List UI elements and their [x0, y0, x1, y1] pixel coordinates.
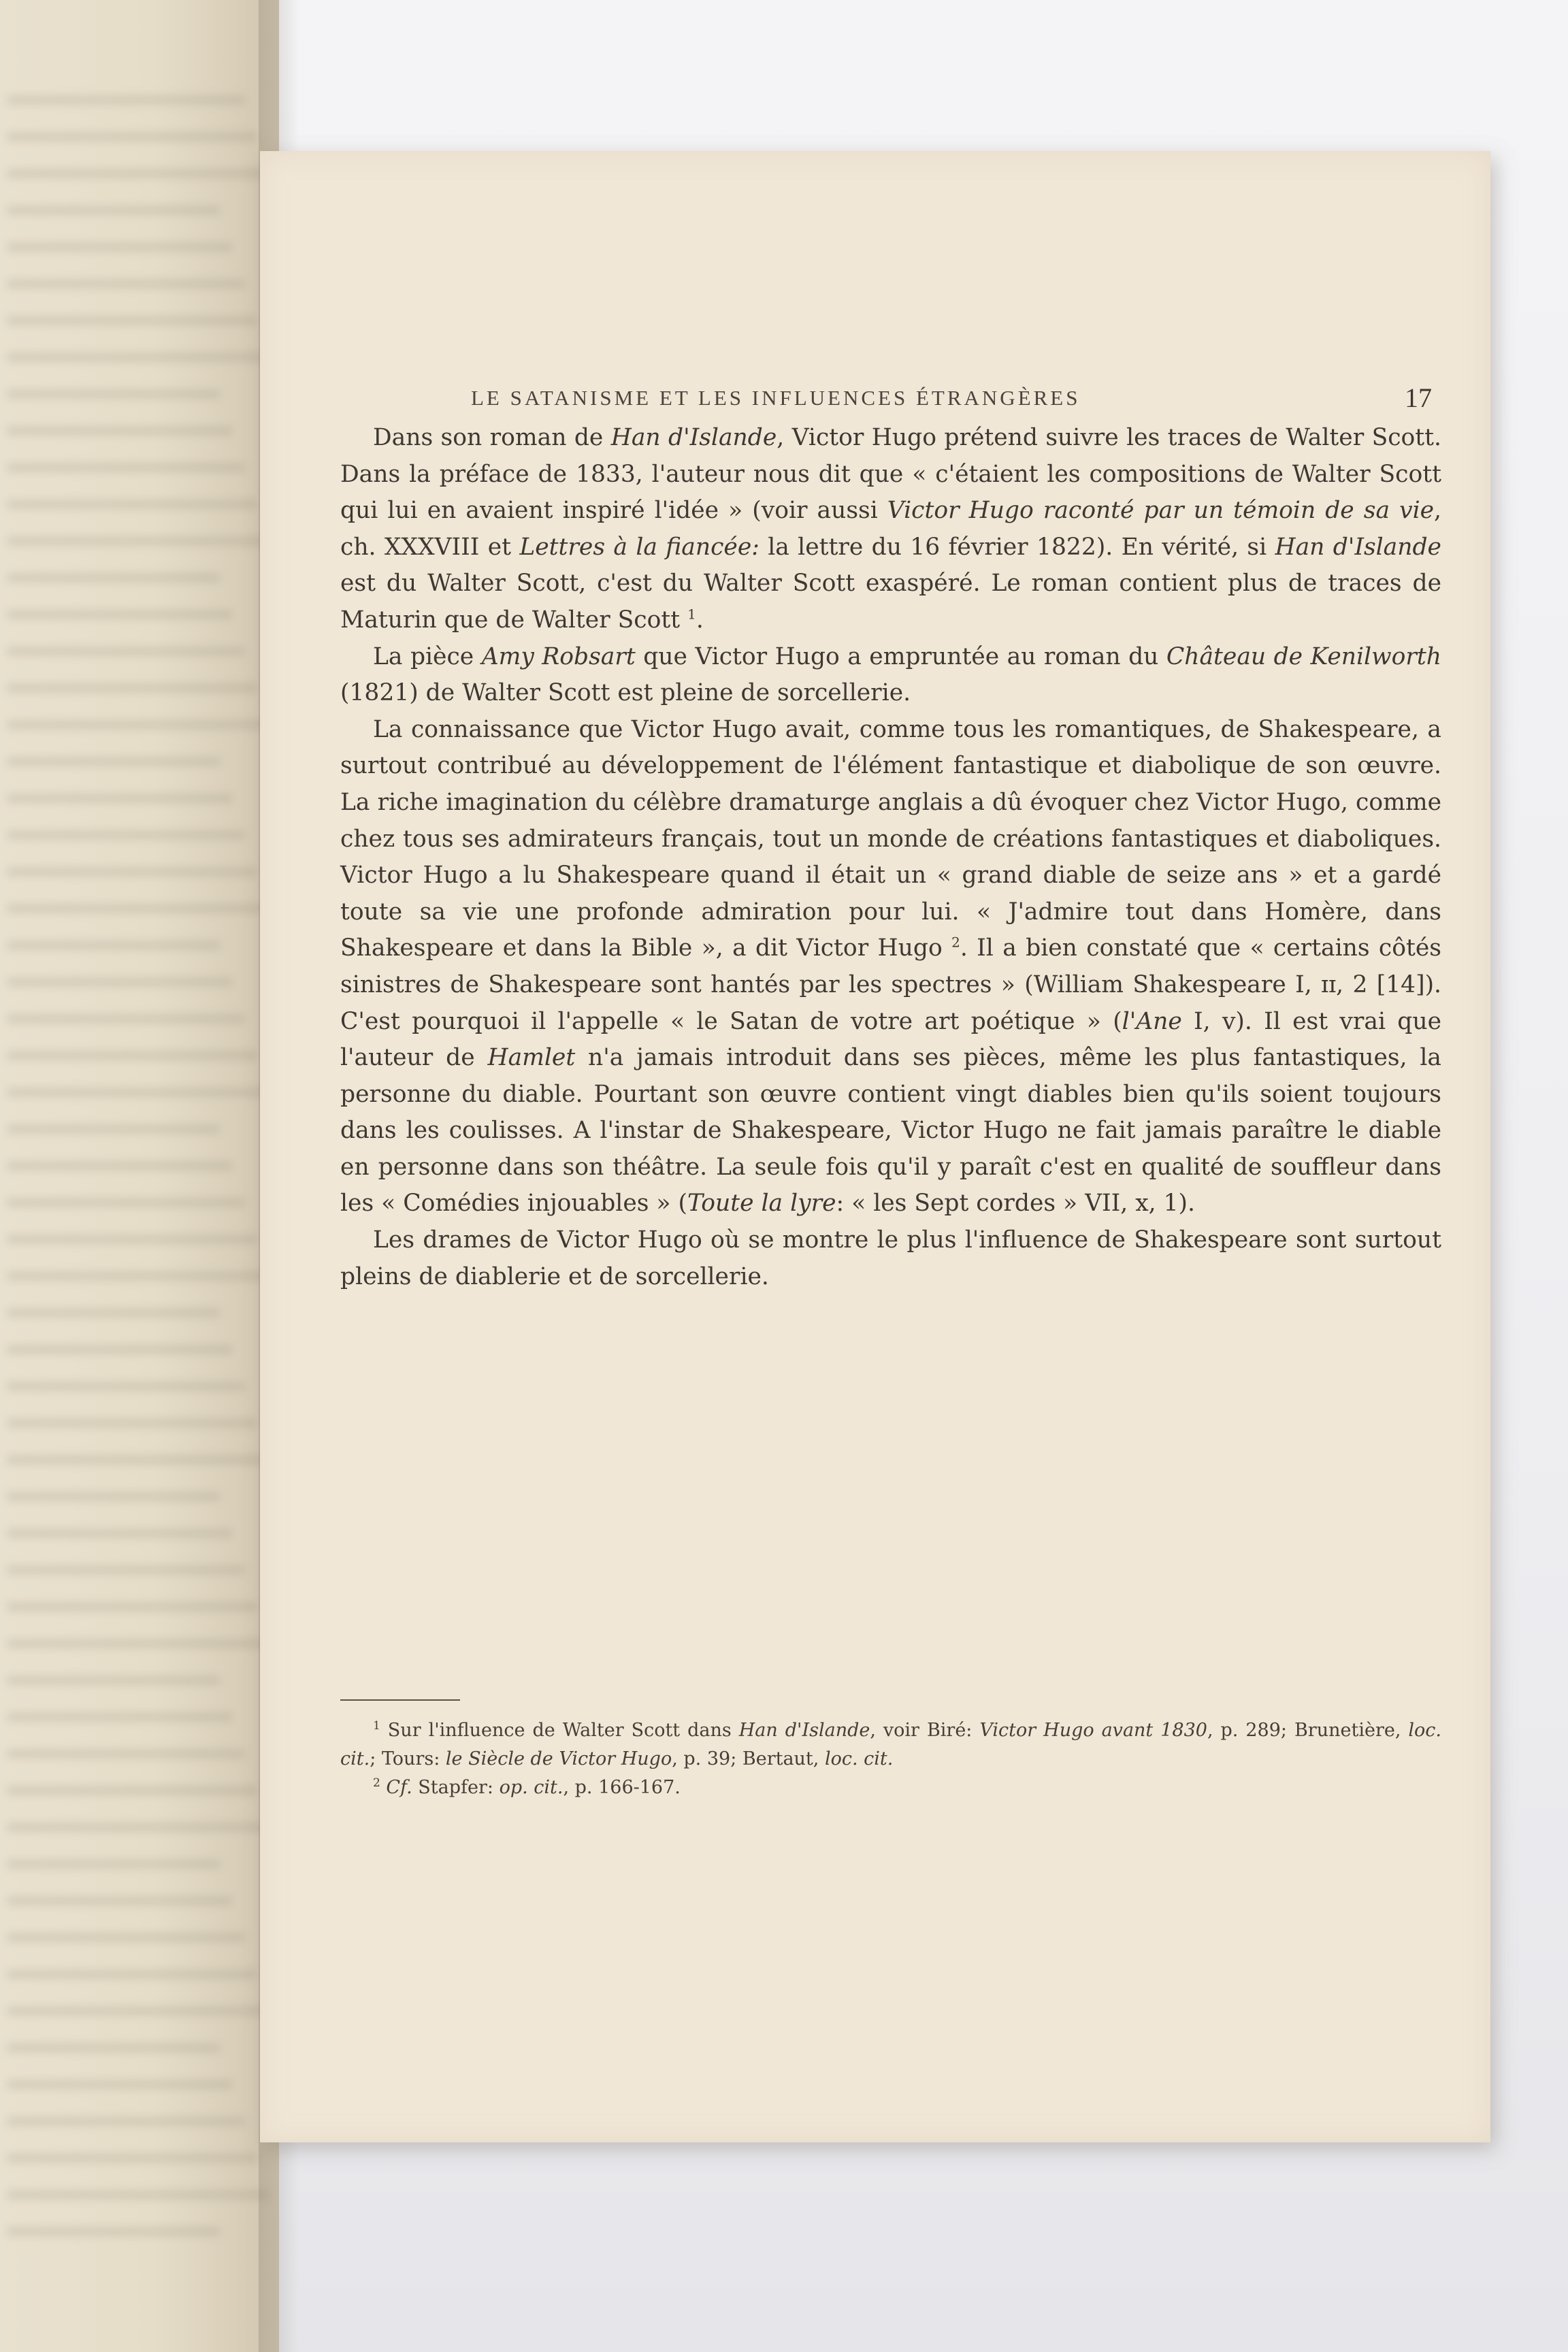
italic-span: Hamlet — [487, 1044, 576, 1072]
blurred-text-line — [7, 1382, 245, 1391]
text-span: , voir Biré: — [870, 1720, 980, 1741]
blurred-text-line — [7, 206, 220, 215]
text-span: , p. 39; Bertaut, — [672, 1748, 825, 1769]
blurred-text-line — [7, 2153, 257, 2163]
blurred-text-line — [7, 1933, 245, 1942]
blurred-text-line — [7, 941, 220, 950]
blurred-text-line — [7, 1529, 233, 1538]
blurred-text-line — [7, 977, 233, 987]
blurred-text-line — [7, 2043, 220, 2053]
blurred-text-line — [7, 389, 220, 399]
running-head-title: LE SATANISME ET LES INFLUENCES ÉTRANGÈRES — [471, 386, 1081, 410]
footnote-ref: 1 — [373, 1719, 380, 1733]
blurred-text-line — [7, 1676, 220, 1685]
blurred-text-line — [7, 2006, 270, 2016]
footnote-rule — [340, 1699, 460, 1701]
blurred-text-line — [7, 1088, 270, 1097]
blurred-text-line — [7, 904, 270, 913]
blurred-text-line — [7, 794, 233, 803]
blurred-text-line — [7, 279, 245, 289]
italic-span: l'Ane — [1122, 1007, 1182, 1035]
blurred-text-line — [7, 1786, 257, 1795]
blurred-text-line — [7, 1161, 233, 1171]
blurred-text-line — [7, 1014, 245, 1024]
italic-span: Victor Hugo raconté par un témoin de sa vie — [887, 497, 1435, 525]
book-page — [260, 151, 1490, 2142]
text-span: . Il a bien constaté que « certains côtés sinistres de Shakespeare sont hantés par les spectres » (William Shakespeare I, ɪɪ, 2 [14]). C'est pourquoi il l'appelle « le Satan de votre art poétique » ( — [340, 934, 1441, 1035]
italic-span: Toute la lyre — [687, 1190, 836, 1218]
blurred-text-line — [7, 2190, 270, 2200]
blurred-text-line — [7, 500, 257, 509]
blurred-text-line — [7, 2227, 220, 2236]
italic-span: loc. cit. — [824, 1748, 894, 1769]
blurred-text-line — [7, 1492, 220, 1501]
running-head — [471, 382, 1432, 413]
footnote-ref: 1 — [687, 606, 696, 623]
blurred-text-line — [7, 169, 270, 178]
blurred-text-line — [7, 1124, 220, 1134]
blurred-text-line — [7, 426, 233, 436]
text-span: la lettre du 16 février 1822). En vérité, si — [759, 533, 1275, 561]
text-span: Dans son roman de — [373, 424, 611, 451]
blurred-text-line — [7, 242, 233, 252]
facing-page — [0, 0, 279, 2352]
blurred-text-line — [7, 132, 257, 142]
text-span: est du Walter Scott, c'est du Walter Scott exaspéré. Le roman contient plus de traces de Maturin que de Walter Scott — [340, 570, 1441, 634]
text-span: La pièce — [373, 642, 482, 670]
paragraph — [340, 712, 1441, 1222]
footnote-ref: 2 — [951, 934, 960, 951]
blurred-text-line — [7, 867, 257, 877]
text-span: n'a jamais introduit dans ses pièces, même les plus fantastiques, la personne du diable. Pourtant son œuvre contient vingt diables bien qu'ils soient toujours dans les coulisses. A l'instar de Shakespeare, Victor Hugo ne fait jamais paraître le diable en personne dans son théâtre. La seule fois qu'il y paraît c'est en qualité de souffleur dans les « Comédies injouables » ( — [340, 1044, 1441, 1218]
italic-span: Lettres à la fiancée: — [519, 533, 760, 561]
italic-span: op. cit. — [499, 1777, 564, 1798]
blurred-text-line — [7, 683, 257, 693]
blurred-text-line — [7, 1565, 245, 1575]
text-span: Stapfer: — [412, 1777, 500, 1798]
blurred-text-line — [7, 1602, 257, 1612]
text-span: Sur l'influence de Walter Scott dans — [380, 1720, 739, 1741]
blurred-text-line — [7, 1051, 257, 1060]
blurred-text-line — [7, 1235, 257, 1244]
blurred-text-line — [7, 1712, 233, 1722]
italic-span: Cf. — [386, 1777, 412, 1798]
blurred-text-line — [7, 1455, 270, 1465]
italic-span: Han d'Islande — [1275, 533, 1441, 561]
blurred-text-line — [7, 830, 245, 840]
footnote-ref: 2 — [373, 1776, 380, 1790]
text-span: : « les Sept cordes » VII, x, 1). — [836, 1190, 1195, 1218]
text-span: ; Tours: — [370, 1748, 446, 1769]
blurred-text-line — [7, 1970, 257, 1979]
blurred-text-line — [7, 1896, 233, 1906]
text-span: , Victor Hugo prétend suivre les traces de Walter Scott. Dans la préface de 1833, l'auteur nous dit que « c'étaient les compositions de Walter Scott qui lui en avaient inspiré l'idée » (voir aussi — [340, 424, 1442, 525]
italic-span: Han d'Islande — [610, 424, 777, 451]
text-span: La connaissance que Victor Hugo avait, comme tous les romantiques, de Shakespeare, a surtout contribué au développement de l'élément fantastique et diabolique de son œuvre. La riche imagination du célèbre dramaturge anglais a dû évoquer chez Victor Hugo, comme chez tous ses admirateurs français, tout un monde de créations fantastiques et diaboliques. Victor Hugo a lu Shakespeare quand il était un « grand diable de seize ans » et a gardé toute sa vie une profonde admiration pour lui. « J'admire tout dans Homère, dans Shakespeare et dans la Bible », a dit Victor Hugo — [340, 715, 1441, 962]
text-span: I, v). Il est vrai que l'auteur de — [340, 1007, 1441, 1072]
blurred-text-line — [7, 2117, 245, 2126]
blurred-text-line — [7, 1418, 257, 1428]
blurred-text-line — [7, 353, 270, 362]
body-text — [340, 420, 1441, 1295]
blurred-text-line — [7, 757, 220, 766]
blurred-text-line — [7, 2080, 233, 2089]
blurred-text-line — [7, 1198, 245, 1207]
blurred-text-line — [7, 316, 257, 325]
italic-span: Amy Robsart — [481, 642, 636, 670]
page-number: 17 — [1405, 382, 1432, 413]
paragraph — [340, 639, 1441, 712]
footnote — [340, 1774, 1441, 1802]
text-span: Les drames de Victor Hugo où se montre le plus l'influence de Shakespeare sont surtout pleins de diablerie et de sorcellerie. — [340, 1226, 1441, 1290]
blurred-text-line — [7, 536, 270, 546]
italic-span: loc. cit. — [340, 1720, 1441, 1769]
blurred-text-line — [7, 610, 233, 619]
italic-span: le Siècle de Victor Hugo — [445, 1748, 672, 1769]
blurred-text-line — [7, 1345, 233, 1354]
footnotes — [340, 1716, 1441, 1802]
text-span: que Victor Hugo a empruntée au roman du — [635, 642, 1166, 670]
blurred-text-line — [7, 1308, 220, 1318]
italic-span: Château de Kenilworth — [1166, 642, 1441, 670]
paragraph — [340, 1222, 1441, 1295]
footnote — [340, 1716, 1441, 1774]
text-span: . — [696, 606, 704, 634]
blurred-text-line — [7, 463, 245, 472]
blurred-text-line — [7, 720, 270, 730]
blurred-text-line — [7, 1823, 270, 1832]
italic-span: Victor Hugo avant 1830 — [979, 1720, 1207, 1741]
blurred-text-line — [7, 95, 245, 105]
blurred-text-line — [7, 1749, 245, 1759]
blurred-text-line — [7, 573, 220, 583]
text-span: , ch. XXXVIII et — [340, 497, 1441, 561]
blurred-text-line — [7, 1859, 220, 1869]
paragraph — [340, 420, 1441, 639]
blurred-text-line — [7, 647, 245, 656]
blurred-text-line — [7, 1639, 270, 1648]
text-span: (1821) de Walter Scott est pleine de sorcellerie. — [340, 679, 911, 707]
blurred-text-line — [7, 1271, 270, 1281]
italic-span: Han d'Islande — [738, 1720, 870, 1741]
text-span: , p. 166-167. — [563, 1777, 681, 1798]
text-span: , p. 289; Brunetière, — [1207, 1720, 1409, 1741]
